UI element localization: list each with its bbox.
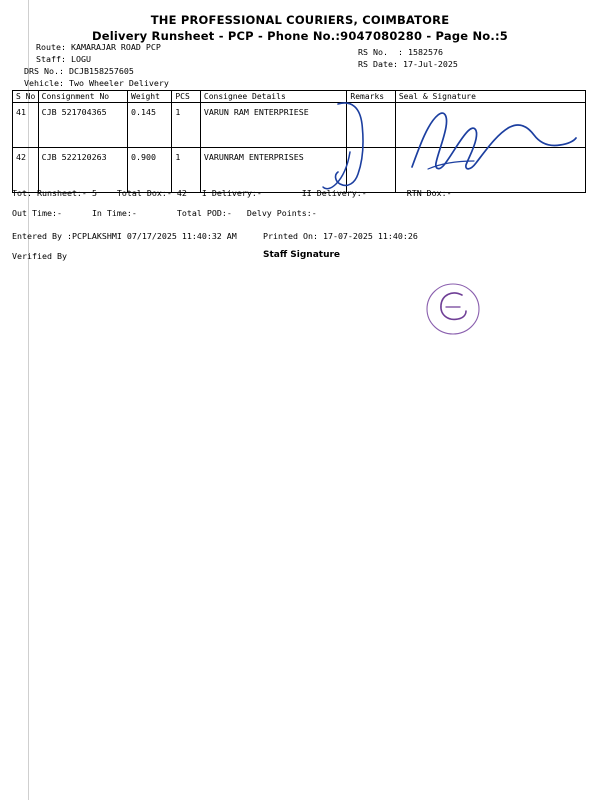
rs-no-line <box>358 46 443 58</box>
table-header-row <box>13 91 586 103</box>
route-value: KAMARAJAR ROAD PCP <box>70 42 161 52</box>
delvy-points-label: Delvy Points:- <box>246 208 317 218</box>
col-header-consignee: Consignee Details <box>200 91 347 103</box>
rtn-dox-label: RTN Dox:- <box>406 188 452 198</box>
entered-by-line <box>12 231 237 241</box>
entered-by-value: PCPLAKSHMI 07/17/2025 11:40:32 AM <box>71 231 237 241</box>
route-line <box>36 41 161 53</box>
col-header-pcs: PCS <box>172 91 201 103</box>
staff-line <box>36 53 91 65</box>
cell-sno: 41 <box>13 103 39 148</box>
cell-consignee: VARUNRAM ENTERPRISES <box>200 148 347 193</box>
col-header-remarks: Remarks <box>347 91 395 103</box>
out-time-label: Out Time:- <box>12 208 62 218</box>
table-row <box>13 148 586 193</box>
drs-label: DRS No.: <box>24 66 64 76</box>
total-dox-label: Total Dox:- <box>116 188 172 198</box>
verified-by-label: Verified By <box>12 251 67 261</box>
cell-remarks <box>347 103 395 148</box>
rs-no-label: RS No. : <box>358 47 403 57</box>
totals-row <box>12 188 452 198</box>
route-label: Route: <box>36 42 66 52</box>
vehicle-value: Two Wheeler Delivery <box>68 78 169 88</box>
cell-weight: 0.900 <box>128 148 172 193</box>
vehicle-line <box>24 77 169 89</box>
cell-pcs: 1 <box>172 103 201 148</box>
round-stamp <box>418 275 488 343</box>
rs-no-value: 1582576 <box>407 47 443 57</box>
i-delivery-label: I Delivery:- <box>201 188 262 198</box>
staff-value: LOGU <box>70 54 91 64</box>
cell-remarks <box>347 148 395 193</box>
staff-label: Staff: <box>36 54 66 64</box>
consignment-table <box>12 90 586 193</box>
total-pod-label: Total POD:- <box>176 208 232 218</box>
tot-runsheet-label: Tot. Runsheet:- <box>12 188 87 198</box>
col-header-consignment: Consignment No <box>38 91 127 103</box>
col-header-seal-signature: Seal & Signature <box>395 91 585 103</box>
col-header-sno: S No <box>13 91 39 103</box>
cell-sno: 42 <box>13 148 39 193</box>
drs-line <box>24 65 134 77</box>
times-row <box>12 208 317 218</box>
in-time-label: In Time:- <box>91 208 137 218</box>
table-body <box>13 103 586 193</box>
printed-on-label: Printed On: <box>263 231 318 241</box>
cell-consignee: VARUN RAM ENTERPRIESE <box>200 103 347 148</box>
ii-delivery-label: II Delivery:- <box>301 188 367 198</box>
document-title: Delivery Runsheet - PCP - Phone No.:9047080280 - Page No.:5 <box>92 29 508 43</box>
vehicle-label: Vehicle: <box>24 78 64 88</box>
rs-date-value: 17-Jul-2025 <box>402 59 458 69</box>
col-header-weight: Weight <box>128 91 172 103</box>
staff-signature-label: Staff Signature <box>263 250 341 260</box>
rs-date-label: RS Date: <box>358 59 398 69</box>
company-title: THE PROFESSIONAL COURIERS, COIMBATORE <box>150 13 450 27</box>
rs-date-line <box>358 58 458 70</box>
cell-consignment: CJB 521704365 <box>38 103 127 148</box>
printed-on-value: 17-07-2025 11:40:26 <box>322 231 418 241</box>
cell-consignment: CJB 522120263 <box>38 148 127 193</box>
cell-signature <box>395 148 585 193</box>
printed-on-line <box>263 231 418 241</box>
cell-signature <box>395 103 585 148</box>
drs-value: DCJB158257605 <box>68 66 134 76</box>
table-row <box>13 103 586 148</box>
entered-by-label: Entered By : <box>12 231 72 241</box>
cell-pcs: 1 <box>172 148 201 193</box>
tot-runsheet-value: 5 <box>91 188 97 198</box>
total-dox-value: 42 <box>176 188 187 198</box>
table-header <box>13 91 586 103</box>
cell-weight: 0.145 <box>128 103 172 148</box>
